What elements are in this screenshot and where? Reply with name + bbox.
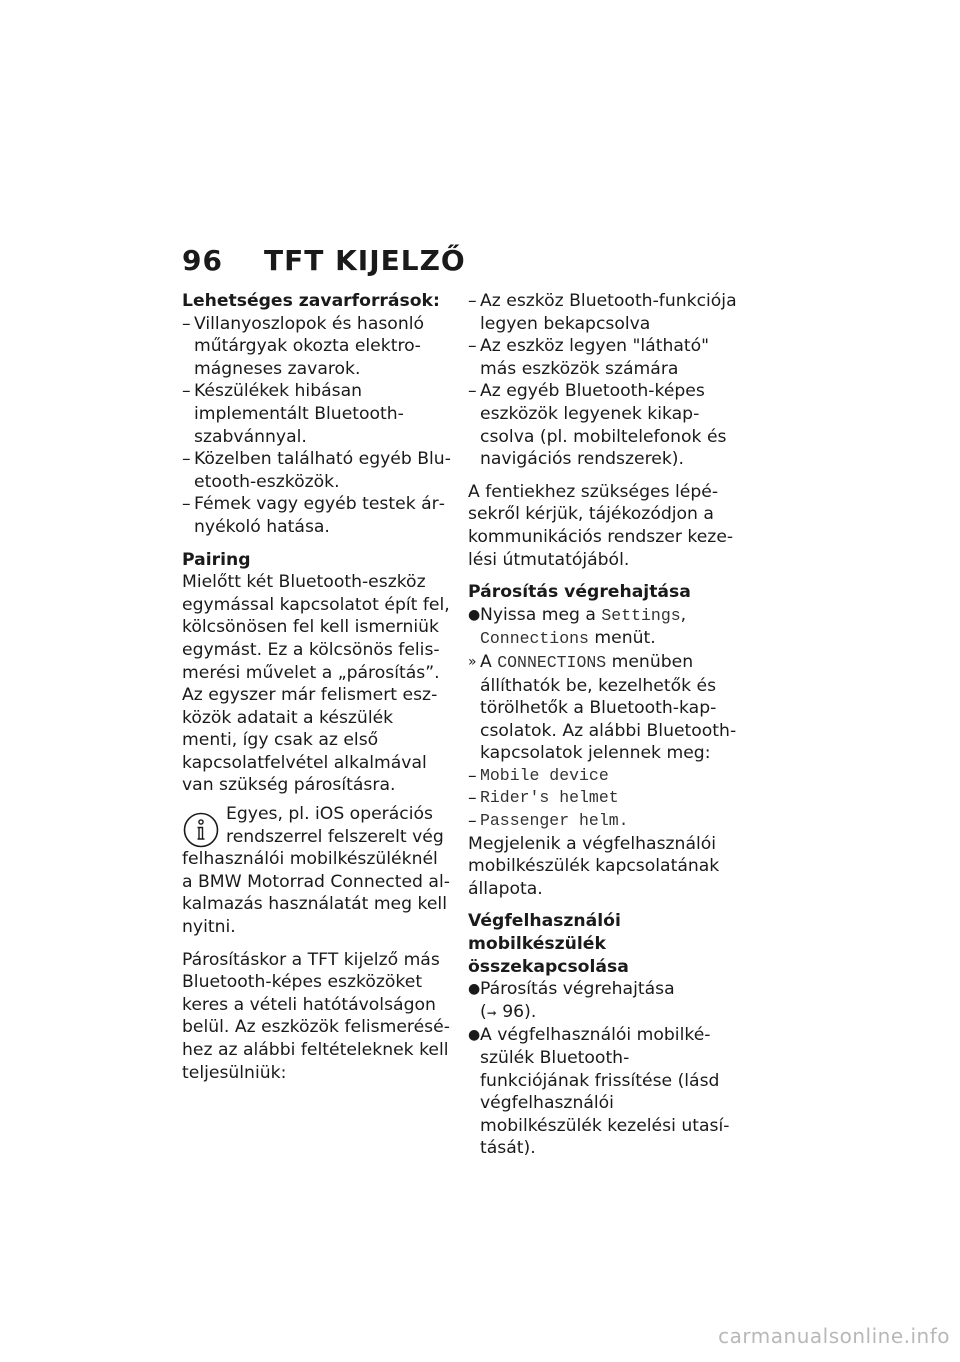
- page-number: 96: [182, 244, 223, 277]
- step-open-settings: ● Nyissa meg a Settings, Connections menüt.: [468, 604, 738, 651]
- page-reference-arrow-icon: ➞: [486, 1005, 497, 1020]
- connections-list: [468, 765, 738, 833]
- bullet-marker: ●: [468, 606, 481, 623]
- mobile-heading: Végfelhasználói mobilkészülék összekapcsolása: [468, 911, 629, 977]
- chapter-title: TFT KIJELZŐ: [264, 244, 466, 277]
- pairing-exec-heading: Párosítás végrehajtása: [468, 582, 691, 603]
- list-item: – Az eszköz Bluetooth-funkciója legyen bekapcsolva: [468, 291, 737, 334]
- left-column: [182, 290, 452, 1084]
- page-reference: 96).: [502, 1001, 537, 1022]
- connections-menu-name: Connections: [480, 629, 589, 649]
- list-item: – Fémek vagy egyéb testek árnyékoló hatása.: [182, 494, 445, 537]
- info-icon: [182, 811, 220, 849]
- mobile-step-update: ● A végfelhasználói mobilkészülék Bluetooth-funkciójának frissítése (lásd végfelhasználói mobilkészülék kezelési utasítását).: [468, 1025, 730, 1159]
- dash-marker: –: [468, 291, 477, 311]
- status-paragraph: Megjelenik a végfelhasználói mobilkészülék kapcsolatának állapota.: [468, 833, 720, 899]
- dash-marker: –: [468, 381, 477, 402]
- result-arrow-marker: »: [468, 653, 477, 670]
- note-text-first: Egyes, pl. iOS operációs rendszerrel felszerelt vég: [226, 804, 444, 847]
- list-item: – Készülékek hibásan implementált Bluetooth-szabvánnyal.: [182, 381, 404, 447]
- contact-paragraph: A fentiekhez szükséges lépésekről kérjük, tájékozódjon a kommunikációs rendszer kezelési útmutatójából.: [468, 481, 734, 570]
- settings-menu-name: Settings: [601, 605, 681, 625]
- dash-marker: –: [182, 381, 191, 402]
- dash-marker: –: [468, 765, 477, 786]
- pairing-paragraph: Mielőtt két Bluetooth-eszköz egymással kapcsolatot épít fel, kölcsönösen fel kell ismerniük egymást. Ez a kölcsönös felismerési művelet a „párosítás”. Az egyszer már felismert eszközök adatait a készülék menti, így csak az első kapcsolatfelvétel alkalmával van szükség párosításra.: [182, 572, 450, 796]
- watermark: carmanualsonline.info: [718, 1324, 950, 1348]
- dash-marker: –: [182, 313, 191, 334]
- connections-menu-caps: CONNECTIONS: [497, 652, 607, 672]
- conditions-list: [468, 290, 738, 471]
- list-item: – Az eszköz legyen "látható" más eszközök számára: [468, 336, 710, 379]
- pairing-heading: Pairing: [182, 549, 251, 570]
- dash-marker: –: [468, 811, 477, 832]
- step-connections-menu: » A CONNECTIONS menüben állíthatók be, kezelhetők és törölhetők a Bluetooth-kapcsolatok. Az alábbi Bluetooth-kapcsolatok jelennek meg:: [468, 651, 737, 764]
- dash-marker: –: [468, 788, 477, 809]
- interference-list: [182, 313, 452, 539]
- interference-heading: Lehetséges zavarforrások:: [182, 291, 440, 311]
- list-item: – Passenger helm.: [468, 811, 629, 832]
- bullet-marker: ●: [468, 1027, 481, 1044]
- bullet-marker: ●: [468, 981, 481, 998]
- note-text-rest: felhasználói mobilkészüléknél a BMW Motorrad Connected alkalmazás használatát meg kell nyitni.: [182, 849, 450, 938]
- list-item: – Rider's helmet: [468, 788, 619, 809]
- page-header: [182, 244, 466, 277]
- list-item: – Villanyoszlopok és hasonló műtárgyak okozta elektromágneses zavarok.: [182, 313, 425, 379]
- dash-marker: –: [182, 449, 191, 470]
- search-paragraph: Párosításkor a TFT kijelző más Bluetooth-képes eszközöket keres a vételi hatótávolságon belül. Az eszközök felismeréséhez az alábbi feltételeknek kell teljesülniük:: [182, 949, 450, 1083]
- mobile-step-pairing: ● Párosítás végrehajtása (➞ 96).: [468, 978, 738, 1024]
- list-item: – Mobile device: [468, 765, 609, 786]
- right-column: [468, 290, 738, 1160]
- list-item: – Közelben található egyéb Bluetooth-eszközök.: [182, 449, 451, 492]
- list-item: – Az egyéb Bluetooth-képes eszközök legyenek kikapcsolva (pl. mobiltelefonok és navigációs rendszerek).: [468, 381, 727, 470]
- dash-marker: –: [182, 494, 191, 515]
- dash-marker: –: [468, 336, 477, 357]
- info-note: [182, 803, 452, 939]
